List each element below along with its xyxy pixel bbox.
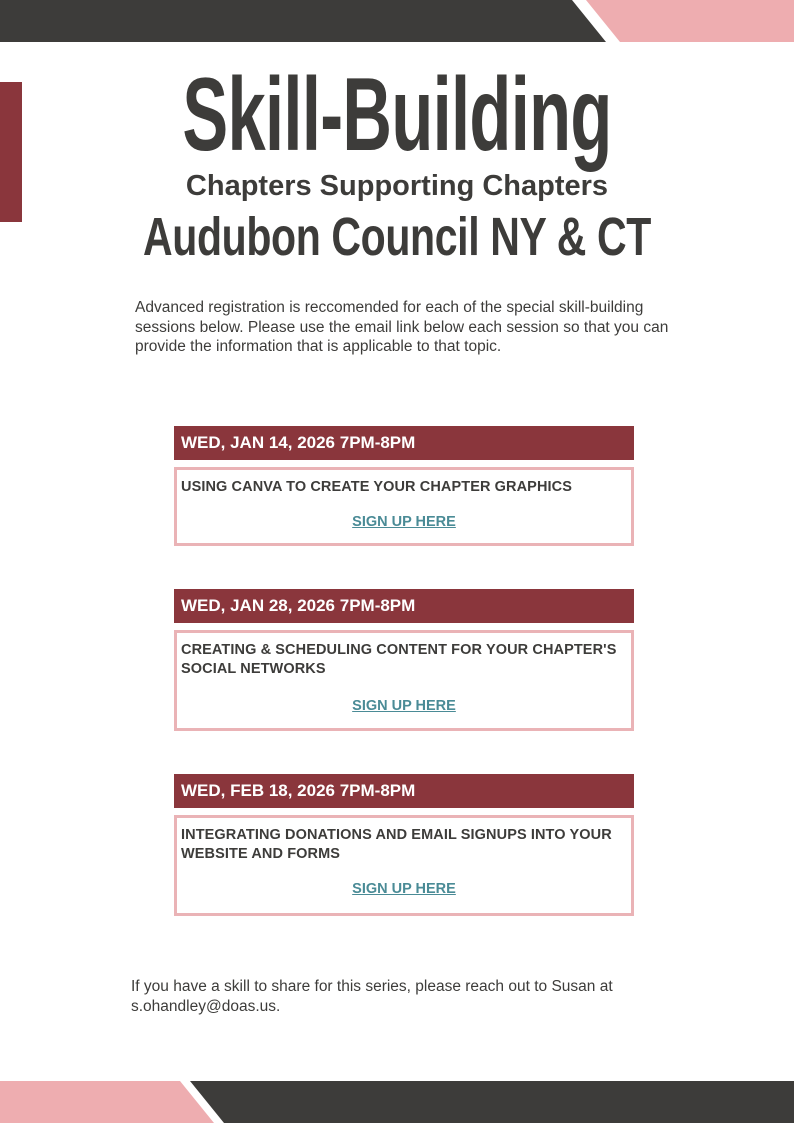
sign-up-link[interactable]: SIGN UP HERE: [352, 698, 456, 714]
intro-paragraph: Advanced registration is reccomended for each of the special skill-building sessions below. Please use the email link below each session so that you can provide the information that is applicable to that topic.: [135, 299, 669, 355]
session-card: [174, 774, 634, 916]
session-card: [174, 589, 634, 731]
page-subtitle: Chapters Supporting Chapters: [185, 170, 609, 202]
sign-up-link[interactable]: SIGN UP HERE: [352, 881, 456, 897]
session-details: [174, 467, 634, 546]
page-title: Skill-Building: [182, 57, 612, 173]
session-date: WED, JAN 14, 2026 7PM-8PM: [174, 426, 634, 460]
bottom-decorative-band: [0, 1081, 794, 1123]
session-topic: CREATING & SCHEDULING CONTENT FOR YOUR CHAPTER'S SOCIAL NETWORKS: [181, 642, 617, 677]
session-topic: INTEGRATING DONATIONS AND EMAIL SIGNUPS INTO YOUR WEBSITE AND FORMS: [181, 827, 612, 862]
session-date: WED, JAN 28, 2026 7PM-8PM: [174, 589, 634, 623]
organization-name: Audubon Council NY & CT: [142, 207, 652, 267]
sign-up-link[interactable]: SIGN UP HERE: [352, 514, 456, 530]
footer-contact-note: If you have a skill to share for this series, please reach out to Susan at s.ohandley@doas.us.: [131, 978, 613, 1015]
session-date: WED, FEB 18, 2026 7PM-8PM: [174, 774, 634, 808]
session-details: [174, 630, 634, 731]
session-card: [174, 426, 634, 546]
session-details: [174, 815, 634, 916]
top-decorative-band: [0, 0, 794, 42]
session-topic: USING CANVA TO CREATE YOUR CHAPTER GRAPHICS: [181, 479, 572, 495]
